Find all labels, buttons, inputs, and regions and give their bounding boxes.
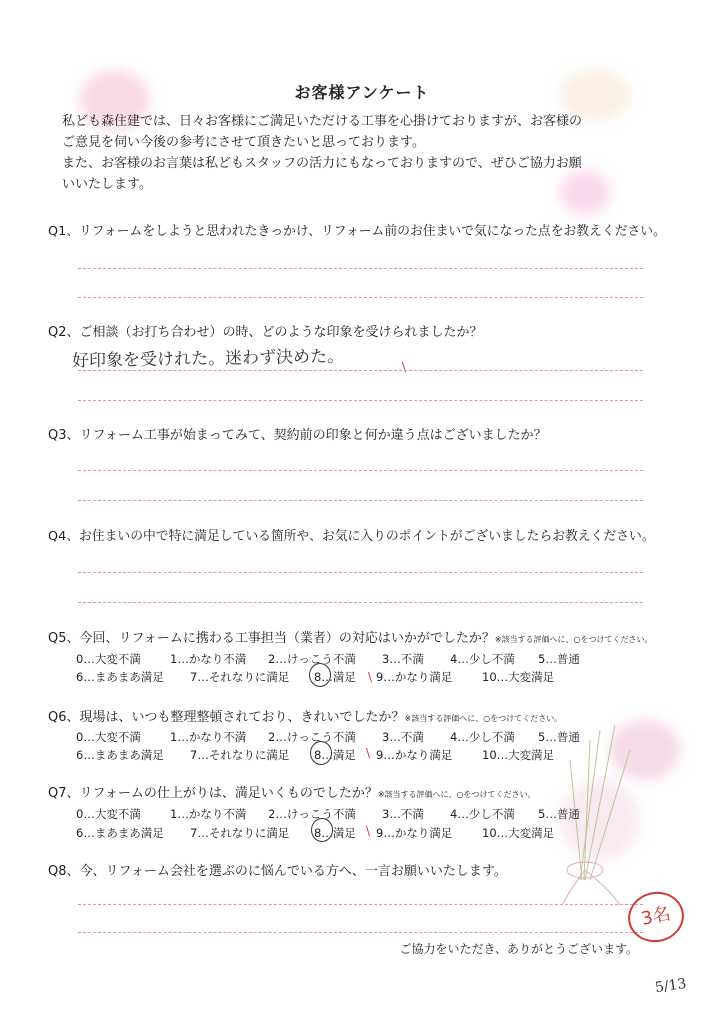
rating-row-2 xyxy=(76,669,596,685)
rating-option-2[interactable]: 2…けっこう不満 xyxy=(268,807,356,821)
rating-row-1 xyxy=(76,729,596,745)
answer-line xyxy=(78,470,643,471)
rating-option-5[interactable]: 5…普通 xyxy=(538,652,580,666)
rating-option-0[interactable]: 0…大変不満 xyxy=(76,807,141,821)
rating-option-6[interactable]: 6…まあまあ満足 xyxy=(76,748,164,762)
rating-option-3[interactable]: 3…不満 xyxy=(382,652,424,666)
answer-line xyxy=(78,602,643,603)
question-7 xyxy=(48,782,536,801)
intro-line: ご意見を伺い今後の参考にさせて頂きたいと思っております。 xyxy=(62,135,425,150)
question-8: Q8、今、リフォーム会社を選ぶのに悩んでいる方へ、一言お願いいたします。 xyxy=(48,864,507,879)
rating-option-0[interactable]: 0…大変不満 xyxy=(76,652,141,666)
answer-line xyxy=(78,268,643,269)
rating-option-10[interactable]: 10…大変満足 xyxy=(482,826,555,840)
rating-option-7[interactable]: 7…それなりに満足 xyxy=(190,826,290,840)
page-title: お客様アンケート xyxy=(294,83,430,102)
rating-option-6[interactable]: 6…まあまあ満足 xyxy=(76,670,164,684)
red-check-mark: \ xyxy=(402,360,407,374)
rating-option-10[interactable]: 10…大変満足 xyxy=(482,670,555,684)
rating-option-6[interactable]: 6…まあまあ満足 xyxy=(76,826,164,840)
rating-option-8[interactable]: 8…満足 xyxy=(314,670,356,684)
selected-circle-q6 xyxy=(310,741,332,765)
question-5 xyxy=(48,627,653,646)
question-2: Q2、ご相談（お打ち合わせ）の時、どのような印象を受けられましたか？ xyxy=(48,325,483,340)
answer-line xyxy=(78,932,643,933)
rating-option-9[interactable]: 9…かなり満足 xyxy=(376,670,453,684)
question-3: Q3、リフォーム工事が始まってみて、契約前の印象と何か違う点はございましたか？ xyxy=(48,428,547,443)
question-text: Q6、現場は、いつも整理整頓されており、きれいでしたか？ xyxy=(48,710,405,725)
question-1: Q1、リフォームをしようと思われたきっかけ、リフォーム前のお住まいで気になった点をお教えください。 xyxy=(48,224,666,239)
rating-option-2[interactable]: 2…けっこう不満 xyxy=(268,730,356,744)
red-check-mark: \ xyxy=(368,670,373,684)
rating-option-0[interactable]: 0…大変不満 xyxy=(76,730,141,744)
rating-option-7[interactable]: 7…それなりに満足 xyxy=(190,748,290,762)
page-number: 5/13 xyxy=(654,975,688,997)
intro-line: 私ども森住建では、日々お客様にご満足いただける工事を心掛けておりますが、お客様の xyxy=(62,114,583,129)
thanks-message: ご協力をいただき、ありがとうございます。 xyxy=(399,942,638,956)
rating-option-3[interactable]: 3…不満 xyxy=(382,807,424,821)
intro-paragraph xyxy=(62,111,662,195)
intro-line: いいたします。 xyxy=(62,177,152,192)
rating-option-5[interactable]: 5…普通 xyxy=(538,730,580,744)
answer-line xyxy=(78,572,643,573)
answer-line xyxy=(78,297,643,298)
rating-option-2[interactable]: 2…けっこう不満 xyxy=(268,652,356,666)
rating-option-1[interactable]: 1…かなり不満 xyxy=(170,730,247,744)
question-text: Q5、今回、リフォームに携わる工事担当（業者）の対応はいかがでしたか？ xyxy=(48,631,495,646)
rating-row-1 xyxy=(76,651,596,667)
selected-circle-q5 xyxy=(309,663,331,687)
answer-line xyxy=(78,904,643,905)
rating-row-2 xyxy=(76,747,596,763)
rating-option-9[interactable]: 9…かなり満足 xyxy=(376,826,453,840)
rating-option-4[interactable]: 4…少し不満 xyxy=(450,807,515,821)
rating-option-10[interactable]: 10…大変満足 xyxy=(482,748,555,762)
rating-option-7[interactable]: 7…それなりに満足 xyxy=(190,670,290,684)
rating-option-1[interactable]: 1…かなり不満 xyxy=(170,807,247,821)
rating-option-8[interactable]: 8…満足 xyxy=(314,748,356,762)
rating-option-1[interactable]: 1…かなり不満 xyxy=(170,652,247,666)
rating-row-2 xyxy=(76,825,596,841)
rating-note: ※該当する評価へに、○をつけてください。 xyxy=(494,635,653,644)
selected-circle-q7 xyxy=(311,818,333,842)
rating-option-8[interactable]: 8…満足 xyxy=(314,826,356,840)
rating-option-5[interactable]: 5…普通 xyxy=(538,807,580,821)
rating-option-4[interactable]: 4…少し不満 xyxy=(450,652,515,666)
rating-row-1 xyxy=(76,806,596,822)
answer-line xyxy=(78,400,643,401)
rating-note: ※該当する評価へに、○をつけてください。 xyxy=(404,714,563,723)
question-4: Q4、お住まいの中で特に満足している箇所や、お気に入りのポイントがございましたらお教えください。 xyxy=(48,529,655,544)
red-stamp: 3名 xyxy=(623,887,688,948)
answer-line xyxy=(78,500,643,501)
intro-line: また、お客様のお言葉は私どもスタッフの活力にもなっておりますので、ぜひご協力お願 xyxy=(62,156,582,171)
rating-option-4[interactable]: 4…少し不満 xyxy=(450,730,515,744)
rating-note: ※該当する評価へに、○をつけてください。 xyxy=(377,790,536,799)
handwritten-answer-q2: 好印象を受けれた。迷わず決めた。 xyxy=(71,346,345,372)
rating-option-9[interactable]: 9…かなり満足 xyxy=(376,748,453,762)
rating-option-3[interactable]: 3…不満 xyxy=(382,730,424,744)
question-text: Q7、リフォームの仕上がりは、満足いくものでしたか？ xyxy=(48,786,378,801)
red-check-mark: \ xyxy=(366,746,371,760)
red-check-mark: \ xyxy=(366,824,371,838)
question-6 xyxy=(48,706,562,725)
answer-line xyxy=(78,370,643,371)
